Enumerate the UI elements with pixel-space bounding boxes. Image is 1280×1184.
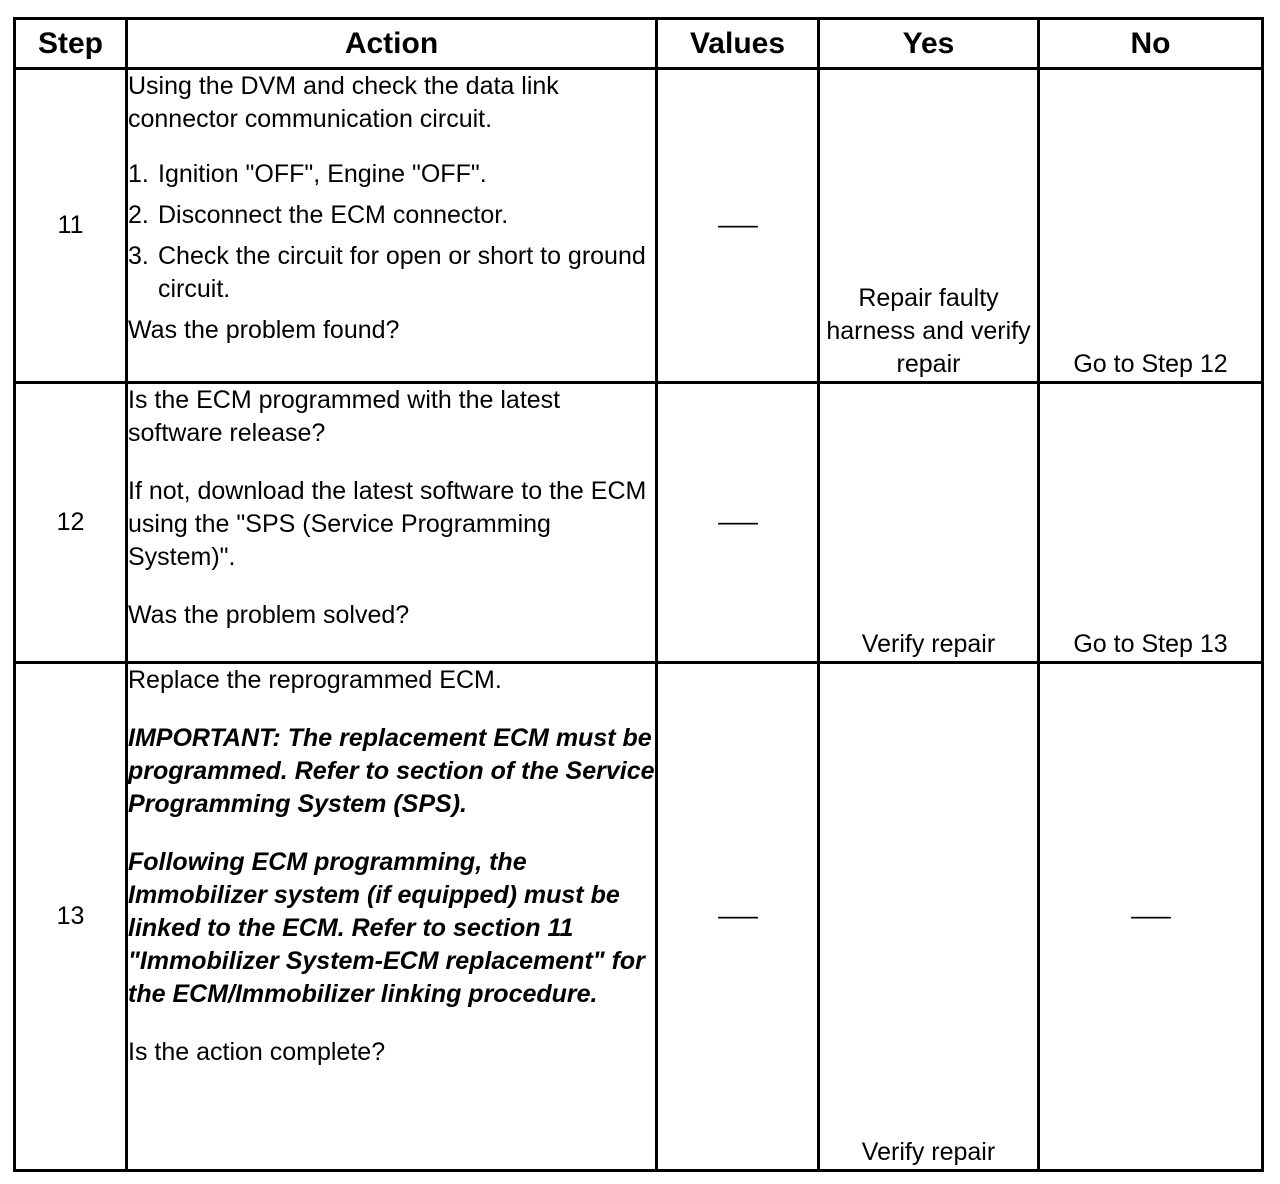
list-item xyxy=(128,199,655,232)
action-note: If not, download the latest software to the ECM using the "SPS (Service Programming System)". xyxy=(128,477,647,571)
important-note: IMPORTANT: The replacement ECM must be programmed. Refer to section of the Service Programming System (SPS). xyxy=(128,724,655,818)
action-question: Was the problem found? xyxy=(128,316,400,344)
action-intro: Using the DVM and check the data link connector communication circuit. xyxy=(128,72,559,133)
list-text: Check the circuit for open or short to ground circuit. xyxy=(158,242,646,303)
action-cell xyxy=(127,69,657,383)
values-dash: ––– xyxy=(718,508,757,536)
no-cell xyxy=(1039,663,1263,1171)
list-number: 3. xyxy=(128,242,149,270)
no-cell: Go to Step 12 xyxy=(1039,69,1263,383)
header-step: Step xyxy=(15,19,127,69)
list-number: 2. xyxy=(128,201,149,229)
header-yes: Yes xyxy=(819,19,1039,69)
table-row-step-11 xyxy=(15,69,1263,383)
values-dash: ––– xyxy=(718,211,757,239)
yes-cell: Verify repair xyxy=(819,663,1039,1171)
list-number: 1. xyxy=(128,160,149,188)
values-cell xyxy=(657,69,819,383)
action-intro: Is the ECM programmed with the latest software release? xyxy=(128,386,561,447)
procedure-list xyxy=(128,158,655,306)
list-item xyxy=(128,158,655,191)
no-cell: Go to Step 13 xyxy=(1039,383,1263,663)
header-action: Action xyxy=(127,19,657,69)
table-row-step-13 xyxy=(15,663,1263,1171)
values-cell xyxy=(657,383,819,663)
values-dash: ––– xyxy=(718,902,757,930)
step-number: 13 xyxy=(15,663,127,1171)
action-cell xyxy=(127,383,657,663)
header-values: Values xyxy=(657,19,819,69)
action-cell xyxy=(127,663,657,1171)
list-text: Disconnect the ECM connector. xyxy=(158,201,509,229)
table-row-step-12 xyxy=(15,383,1263,663)
important-note: Following ECM programming, the Immobilizer system (if equipped) must be linked to the ECM. Refer to section 11 "Immobilizer System-ECM replacement" for the ECM/Immobilizer linking procedure. xyxy=(128,848,645,1008)
step-number: 12 xyxy=(15,383,127,663)
yes-cell: Verify repair xyxy=(819,383,1039,663)
values-cell xyxy=(657,663,819,1171)
yes-cell: Repair faulty harness and verify repair xyxy=(819,69,1039,383)
action-intro: Replace the reprogrammed ECM. xyxy=(128,666,502,694)
step-number: 11 xyxy=(15,69,127,383)
list-text: Ignition "OFF", Engine "OFF". xyxy=(158,160,487,188)
diagnostic-table xyxy=(13,17,1264,1172)
no-dash: ––– xyxy=(1131,902,1170,930)
header-no: No xyxy=(1039,19,1263,69)
action-question: Is the action complete? xyxy=(128,1038,386,1066)
list-item xyxy=(128,240,655,306)
header-row xyxy=(15,19,1263,69)
action-question: Was the problem solved? xyxy=(128,601,410,629)
